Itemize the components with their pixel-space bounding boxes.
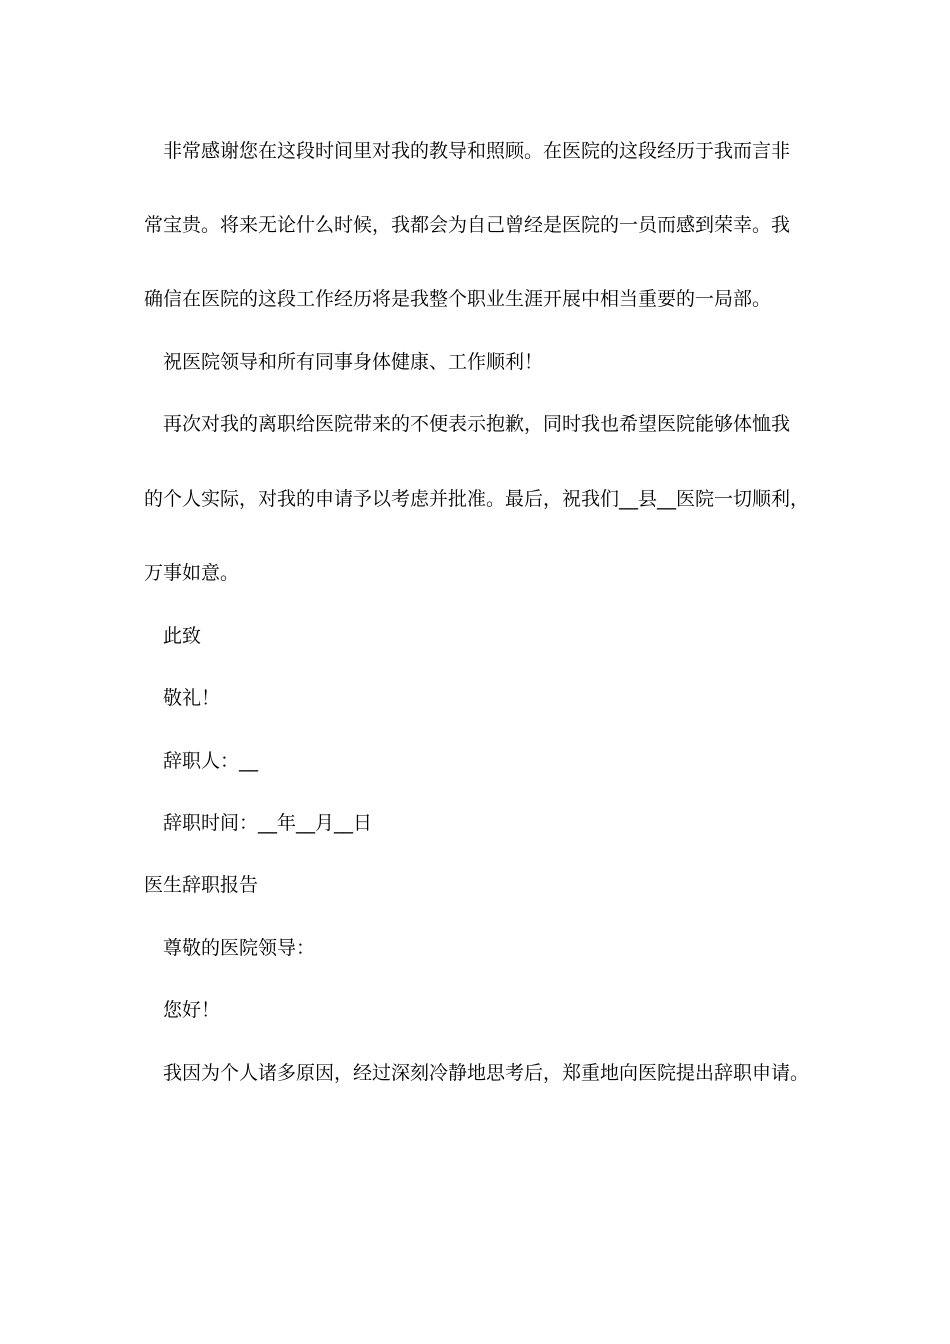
greeting-hello: 您好！ [163, 999, 221, 1021]
greeting-recipient: 尊敬的医院领导： [163, 937, 316, 959]
paragraph-line-2: 常宝贵。将来无论什么时候，我都会为自己曾经是医院的一员而感到荣幸。我 [144, 214, 791, 236]
paragraph-line-6: 的个人实际，对我的申请予以考虑并批准。最后，祝我们__县__医院一切顺利， [144, 488, 810, 510]
paragraph-line-5: 再次对我的离职给医院带来的不便表示抱歉，同时我也希望医院能够体恤我 [163, 413, 791, 435]
paragraph-line-4: 祝医院领导和所有同事身体健康、工作顺利！ [163, 351, 544, 373]
closing-phrase: 此致 [163, 625, 202, 647]
paragraph-line-3: 确信在医院的这段工作经历将是我整个职业生涯开展中相当重要的一局部。 [144, 288, 772, 310]
paragraph-line-last: 我因为个人诸多原因，经过深刻冷静地思考后，郑重地向医院提出辞职申请。 [163, 1062, 810, 1084]
section-title: 医生辞职报告 [144, 874, 259, 896]
resigner-signature: 辞职人：__ [163, 750, 259, 772]
paragraph-line-1: 非常感谢您在这段时间里对我的教导和照顾。在医院的这段经历于我而言非 [163, 140, 791, 162]
paragraph-line-7: 万事如意。 [144, 562, 240, 584]
salutation-regards: 敬礼！ [163, 687, 221, 709]
resignation-date: 辞职时间：__年__月__日 [163, 812, 373, 834]
